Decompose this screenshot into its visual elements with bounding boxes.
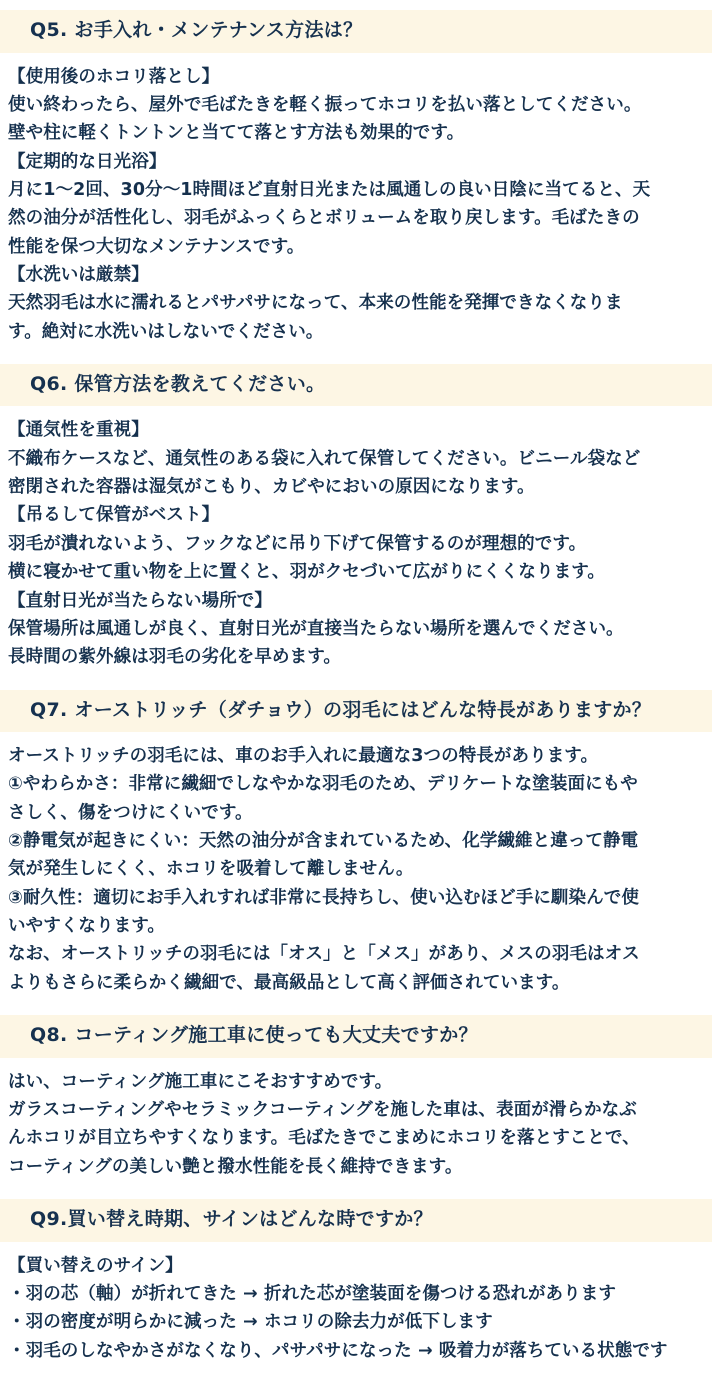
faq-answer-line: 羽毛が潰れないよう、フックなどに吊り下げて保管するのが理想的です。 — [8, 533, 587, 554]
faq-item — [0, 10, 712, 346]
faq-item — [0, 1015, 712, 1181]
faq-answer-line: んホコリが目立ちやすくなります。毛ばたきでこまめにホコリを落とすことで、 — [8, 1128, 640, 1149]
faq-answer-body — [0, 732, 712, 997]
faq-question-heading: Q6. 保管方法を教えてください。 — [0, 364, 712, 407]
faq-answer-body — [0, 406, 712, 671]
faq-answer-line: ・羽の芯（軸）が折れてきた → 折れた芯が塗装面を傷つける恐れがあります — [8, 1283, 616, 1304]
faq-answer-line: 保管場所は風通しが良く、直射日光が直接当たらない場所を選んでください。 — [8, 618, 624, 639]
faq-answer-line: ③耐久性：適切にお手入れすれば非常に長持ちし、使い込むほど手に馴染んで使 — [8, 887, 639, 908]
faq-question-heading: Q5. お手入れ・メンテナンス方法は？ — [0, 10, 712, 53]
faq-answer-line: 不織布ケースなど、通気性のある袋に入れて保管してください。ビニール袋など — [8, 448, 641, 469]
faq-item — [0, 364, 712, 672]
faq-answer-line: 【定期的な日光浴】 — [8, 151, 167, 172]
faq-answer-line: 天然羽毛は水に濡れるとパサパサになって、本来の性能を発揮できなくなりま — [8, 293, 623, 314]
faq-answer-line: 使い終わったら、屋外で毛ばたきを軽く振ってホコリを払い落としてください。 — [8, 94, 642, 115]
faq-answer-body — [0, 53, 712, 346]
faq-item — [0, 690, 712, 998]
faq-answer-line: 密閉された容器は湿気がこもり、カビやにおいの原因になります。 — [8, 477, 535, 498]
faq-answer-line: はい、コーティング施工車にこそおすすめです。 — [8, 1071, 393, 1092]
faq-answer-line: 性能を保つ大切なメンテナンスです。 — [8, 236, 305, 257]
faq-answer-line: 【買い替えのサイン】 — [8, 1255, 183, 1276]
faq-answer-body — [0, 1242, 712, 1365]
faq-answer-line: オーストリッチの羽毛には、車のお手入れに最適な3つの特長があります。 — [8, 746, 599, 767]
faq-answer-line: ②静電気が起きにくい：天然の油分が含まれているため、化学繊維と違って静電 — [8, 831, 639, 852]
faq-answer-line: いやすくなります。 — [8, 916, 165, 937]
faq-answer-line: 壁や柱に軽くトントンと当てて落とす方法も効果的です。 — [8, 123, 465, 144]
faq-answer-line: ・羽毛のしなやかさがなくなり、パサパサになった → 吸着力が落ちている状態です — [8, 1340, 668, 1361]
faq-answer-line: 然の油分が活性化し、羽毛がふっくらとボリュームを取り戻します。毛ばたきの — [8, 208, 640, 229]
faq-question-heading: Q8. コーティング施工車に使っても大丈夫ですか？ — [0, 1015, 712, 1058]
faq-answer-line: よりもさらに柔らかく繊細で、最高級品として高く評価されています。 — [8, 972, 570, 993]
faq-answer-line: 【水洗いは厳禁】 — [8, 264, 149, 285]
faq-answer-line: 【吊るして保管がベスト】 — [8, 505, 220, 526]
faq-item — [0, 1199, 712, 1365]
faq-answer-line: 【通気性を重視】 — [8, 420, 149, 441]
faq-answer-line: 横に寝かせて重い物を上に置くと、羽がクセづいて広がりにくくなります。 — [8, 562, 605, 583]
faq-answer-line: ①やわらかさ：非常に繊細でしなやかな羽毛のため、デリケートな塗装面にもや — [8, 774, 638, 795]
faq-answer-line: 【直射日光が当たらない場所で】 — [8, 590, 272, 611]
faq-answer-line: ・羽の密度が明らかに減った → ホコリの除去力が低下します — [8, 1312, 493, 1333]
faq-answer-line: コーティングの美しい艶と撥水性能を長く維持できます。 — [8, 1156, 463, 1177]
faq-answer-line: 気が発生しにくく、ホコリを吸着して離しません。 — [8, 859, 414, 880]
faq-answer-line: ガラスコーティングやセラミックコーティングを施した車は、表面が滑らかなぶ — [8, 1099, 637, 1120]
faq-answer-line: 長時間の紫外線は羽毛の劣化を早めます。 — [8, 647, 341, 668]
faq-answer-body — [0, 1058, 712, 1181]
faq-answer-line: 【使用後のホコリ落とし】 — [8, 66, 220, 87]
faq-answer-line: さしく、傷をつけにくいです。 — [8, 802, 253, 823]
faq-question-heading: Q7. オーストリッチ（ダチョウ）の羽毛にはどんな特長がありますか？ — [0, 690, 712, 733]
faq-answer-line: す。絶対に水洗いはしないでください。 — [8, 321, 324, 342]
faq-question-heading: Q9.買い替え時期、サインはどんな時ですか？ — [0, 1199, 712, 1242]
faq-answer-line: 月に1〜2回、30分〜1時間ほど直射日光または風通しの良い日陰に当てると、天 — [8, 179, 651, 200]
faq-answer-line: なお、オーストリッチの羽毛には「オス」と「メス」があり、メスの羽毛はオス — [8, 944, 640, 965]
